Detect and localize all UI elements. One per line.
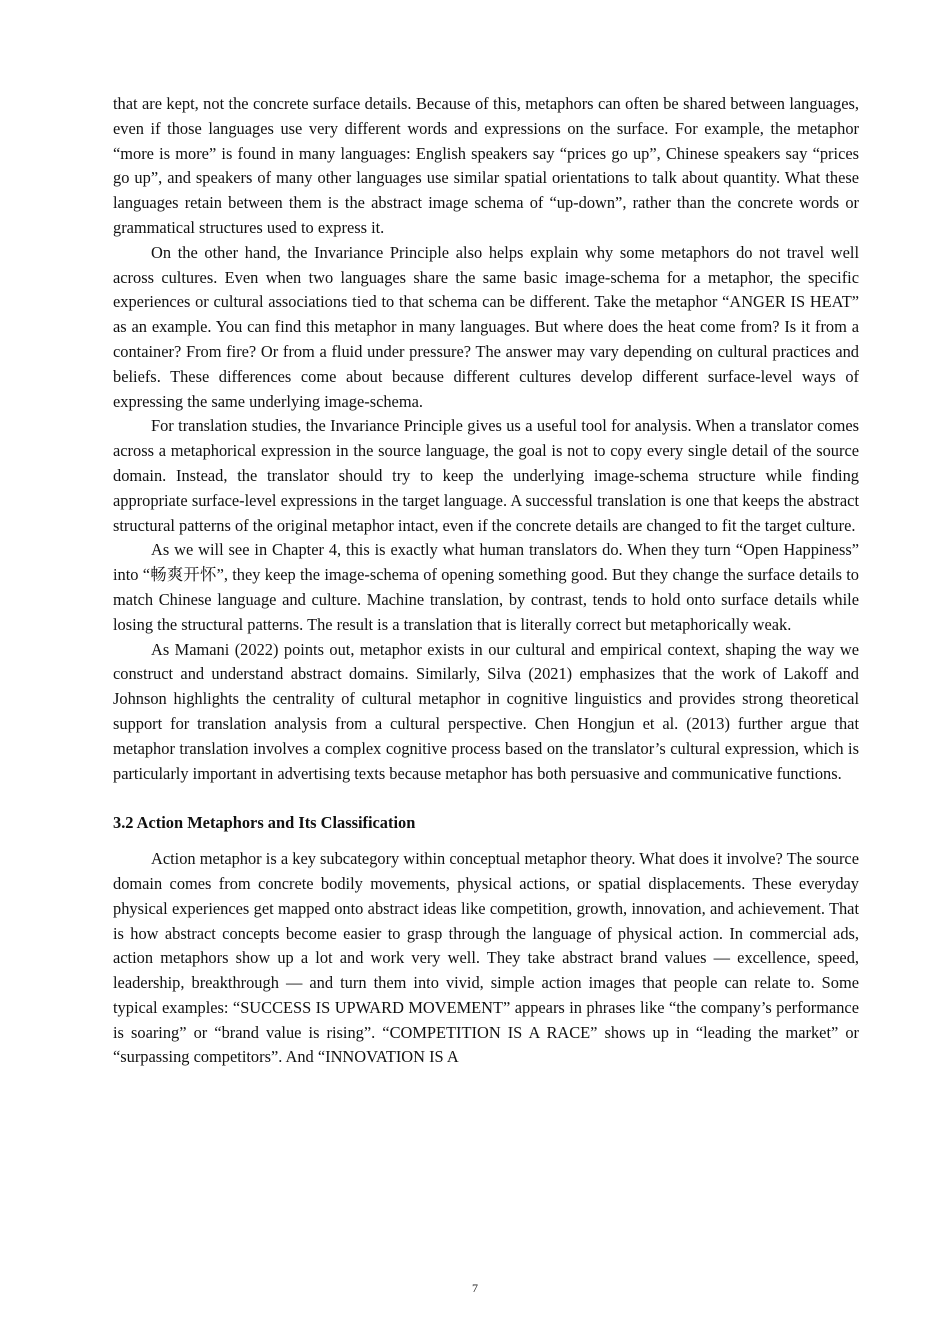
- paragraph-citations: As Mamani (2022) points out, metaphor exists in our cultural and empirical context, shaping the way we construct and understand abstract domains. Similarly, Silva (2021) emphasizes that the work of Lakoff and Johnson highlights the centrality of cultural metaphor in cognitive linguistics and provides strong theoretical support for translation analysis from a cultural perspective. Chen Hongjun et al. (2013) further argue that metaphor translation involves a complex cognitive process based on the translator’s cultural expression, which is particularly important in advertising texts because metaphor has both persuasive and communicative functions.: [113, 639, 859, 783]
- paragraph-invariance-cultures: On the other hand, the Invariance Principle also helps explain why some metaphors do not travel well across cultures. Even when two languages share the same basic image-schema for a metaphor, the specific experiences or cultural associations tied to that schema can be different. Take the metaphor “ANGER IS HEAT” as an example. You can find this metaphor in many languages. But where does the heat come from? Is it from a container? From fire? Or from a fluid under pressure? The answer may vary depending on cultural practices and beliefs. These differences come about because different cultures develop different surface-level ways of expressing the same underlying image-schema.: [113, 242, 859, 411]
- paragraph-action-metaphor: Action metaphor is a key subcategory within conceptual metaphor theory. What does it involve? The source domain comes from concrete bodily movements, physical actions, or spatial displacements. These everyday physical experiences get mapped onto abstract ideas like competition, growth, innovation, and achievement. That is how abstract concepts become easier to grasp through the language of physical action. In commercial ads, action metaphors show up a lot and work very well. They take abstract brand values — excellence, speed, leadership, breakthrough — and turn them into vivid, simple action images that people can relate to. Some typical examples: “SUCCESS IS UPWARD MOVEMENT” appears in phrases like “the company’s performance is soaring” or “brand value is rising”. “COMPETITION IS A RACE” shows up in “leading the market” or “surpassing competitors”. And “INNOVATION IS A: [113, 849, 859, 1067]
- page-body: [113, 92, 859, 1070]
- paragraph-continuation: that are kept, not the concrete surface details. Because of this, metaphors can often be shared between languages, even if those languages use very different words and expressions on the surface. For example, the metaphor “more is more” is found in many languages: English speakers say “prices go up”, Chinese speakers say “prices go up”, and speakers of many other languages use similar spatial orientations to talk about quantity. What these languages retain between them is the abstract image schema of “up-down”, rather than the concrete words or grammatical structures used to express it.: [113, 94, 859, 237]
- paragraph-translation-studies: For translation studies, the Invariance Principle gives us a useful tool for analysis. When a translator comes across a metaphorical expression in the source language, the goal is not to copy every single detail of the source domain. Instead, the translator should try to keep the underlying image-schema structure while finding appropriate surface-level expressions in the target language. A successful translation is one that keeps the abstract structural patterns of the original metaphor intact, even if the concrete details are changed to fit the target culture.: [113, 416, 859, 535]
- section-heading: 3.2 Action Metaphors and Its Classification: [113, 813, 416, 833]
- page-number: 7: [472, 1281, 478, 1295]
- paragraph-chapter-4: As we will see in Chapter 4, this is exactly what human translators do. When they turn “Open Happiness” into “畅爽开怀”, they keep the image-schema of opening something good. But they change the surface details to match Chinese language and culture. Machine translation, by contrast, tends to hold onto surface details while losing the structural patterns. The result is a translation that is literally correct but metaphorically weak.: [113, 540, 859, 634]
